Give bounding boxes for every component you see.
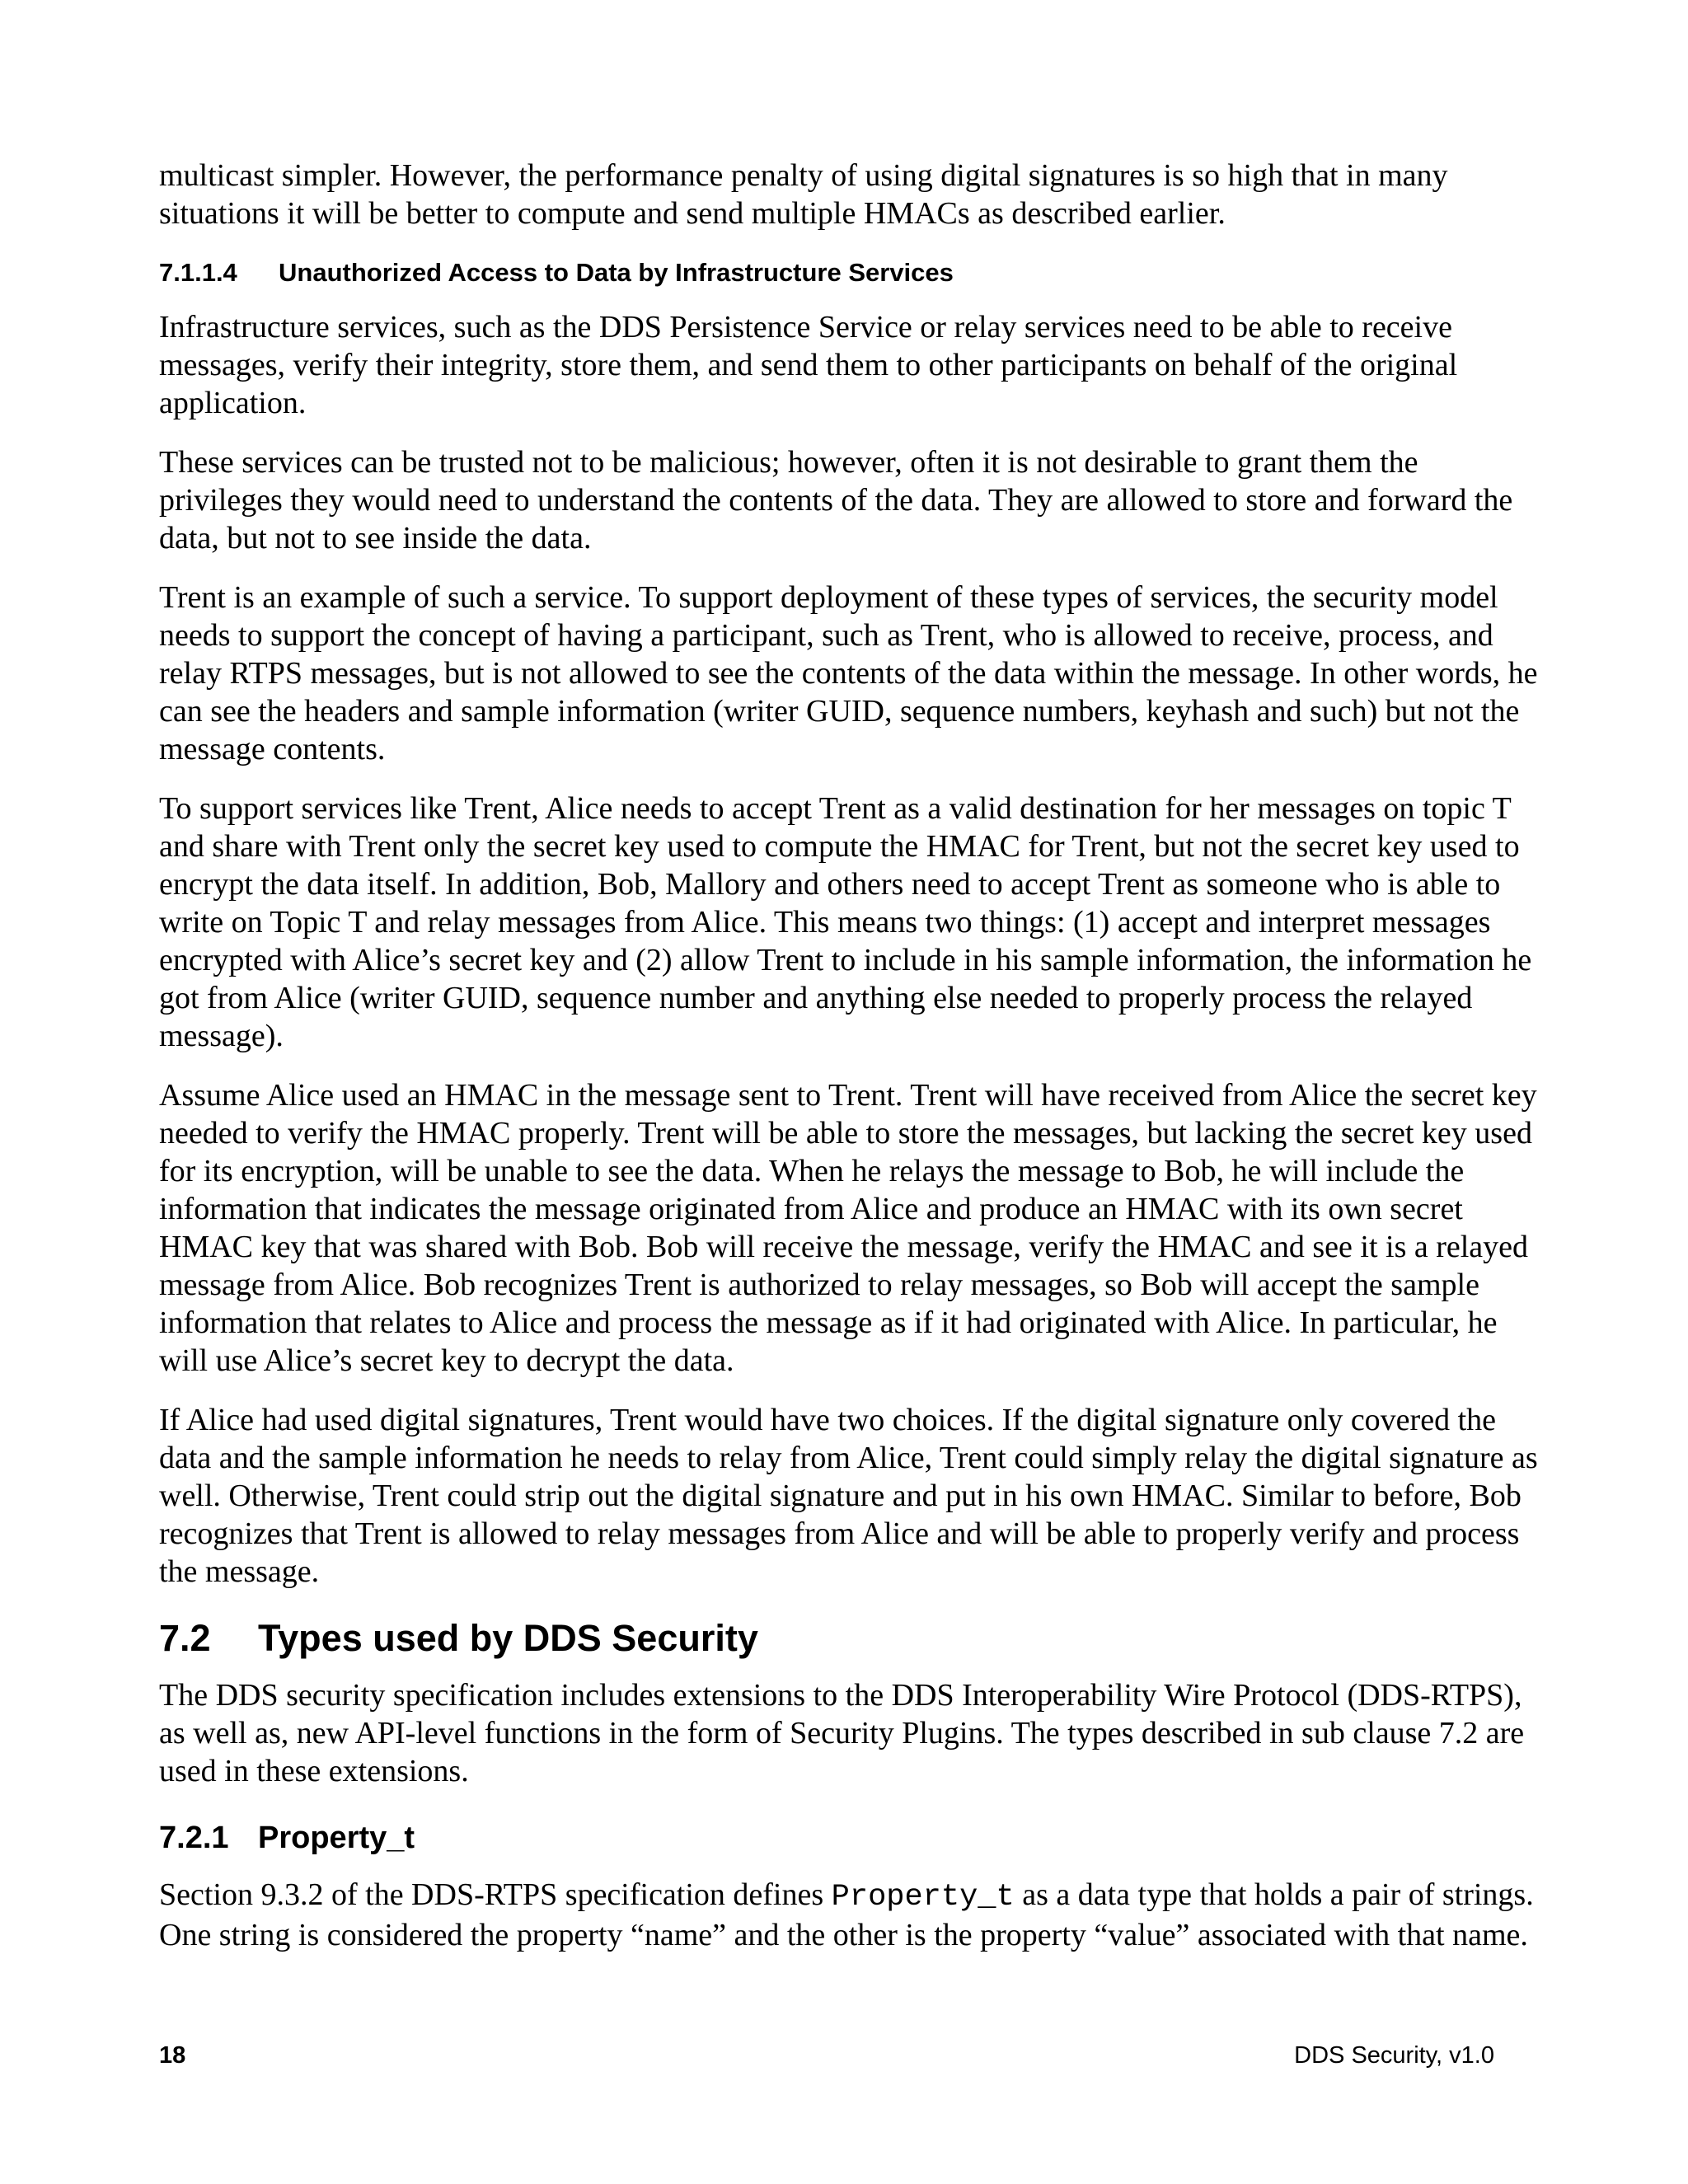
section-title: Types used by DDS Security [258, 1617, 758, 1659]
body-paragraph: Assume Alice used an HMAC in the message sent to Trent. Trent will have received from Alice the secret key needed to verify the HMAC properly. Trent will be able to store the messages, but lacking the secret key used for its encryption, will be unable to see the data. When he relays the message to Bob, he will include the information that indicates the message originated from Alice and produce an HMAC with its own secret HMAC key that was shared with Bob. Bob will receive the message, verify the HMAC and see it is a relayed message from Alice. Bob recognizes Trent is authorized to relay messages, so Bob will accept the sample information that relates to Alice and process the message as if it had originated with Alice. In particular, he will use Alice’s secret key to decrypt the data. [159, 1078, 1537, 1378]
section-number: 7.2 [159, 1617, 211, 1659]
body-paragraph: Infrastructure services, such as the DDS Persistence Service or relay services need to be able to receive messages, verify their integrity, store them, and send them to other participants on behalf of the original application. [159, 310, 1458, 420]
page-content [159, 157, 1544, 1954]
page-footer [159, 2041, 1494, 2070]
body-paragraph [159, 1876, 1544, 1954]
intro-paragraph: multicast simpler. However, the performance penalty of using digital signatures is so high that in many situations it will be better to compute and send multiple HMACs as described earlier. [159, 158, 1448, 231]
paragraph-text: Section 9.3.2 of the DDS-RTPS specification defines [159, 1877, 832, 1912]
section-heading-7-2-1 [159, 1818, 1544, 1858]
body-paragraph: To support services like Trent, Alice needs to accept Trent as a valid destination for her messages on topic T and share with Trent only the secret key used to compute the HMAC for Trent, but not the secret key used to encrypt the data itself. In addition, Bob, Mallory and others need to accept Trent as someone who is able to write on Topic T and relay messages from Alice. This means two things: (1) accept and interpret messages encrypted with Alice’s secret key and (2) allow Trent to include in his sample information, the information he got from Alice (writer GUID, sequence number and anything else needed to properly process the relayed message). [159, 791, 1532, 1053]
page-number: 18 [159, 2042, 186, 2069]
section-number: 7.2.1 [159, 1821, 229, 1855]
section-title: Unauthorized Access to Data by Infrastructure Services [279, 258, 954, 287]
body-paragraph: The DDS security specification includes extensions to the DDS Interoperability Wire Protocol (DDS-RTPS), as well as, new API-level functions in the form of Security Plugins. The types described in sub clause 7.2 are used in these extensions. [159, 1678, 1525, 1788]
paragraph-text: as a data type that holds a pair of strings. One string is considered the property “name” and the other is the property “value” associated with that name. [159, 1877, 1534, 1952]
section-heading-7-1-1-4 [159, 257, 1544, 288]
body-paragraph: These services can be trusted not to be malicious; however, often it is not desirable to grant them the privileges they would need to understand the contents of the data. They are allowed to store and forward the data, but not to see inside the data. [159, 445, 1513, 555]
section-heading-7-2 [159, 1615, 1544, 1661]
inline-code: Property_t [831, 1880, 1015, 1915]
section-title: Property_t [258, 1821, 415, 1855]
body-paragraph: If Alice had used digital signatures, Trent would have two choices. If the digital signature only covered the data and the sample information he needs to relay from Alice, Trent could simply relay the digital signature as well. Otherwise, Trent could strip out the digital signature and put in his own HMAC. Similar to before, Bob recognizes that Trent is allowed to relay messages from Alice and will be able to properly verify and process the message. [159, 1403, 1538, 1589]
document-title: DDS Security, v1.0 [1294, 2042, 1494, 2069]
section-number: 7.1.1.4 [159, 258, 237, 287]
body-paragraph: Trent is an example of such a service. To support deployment of these types of services, the security model needs to support the concept of having a participant, such as Trent, who is allowed to receive, process, and relay RTPS messages, but is not allowed to see the contents of the data within the message. In other words, he can see the headers and sample information (writer GUID, sequence numbers, keyhash and such) but not the message contents. [159, 580, 1538, 766]
